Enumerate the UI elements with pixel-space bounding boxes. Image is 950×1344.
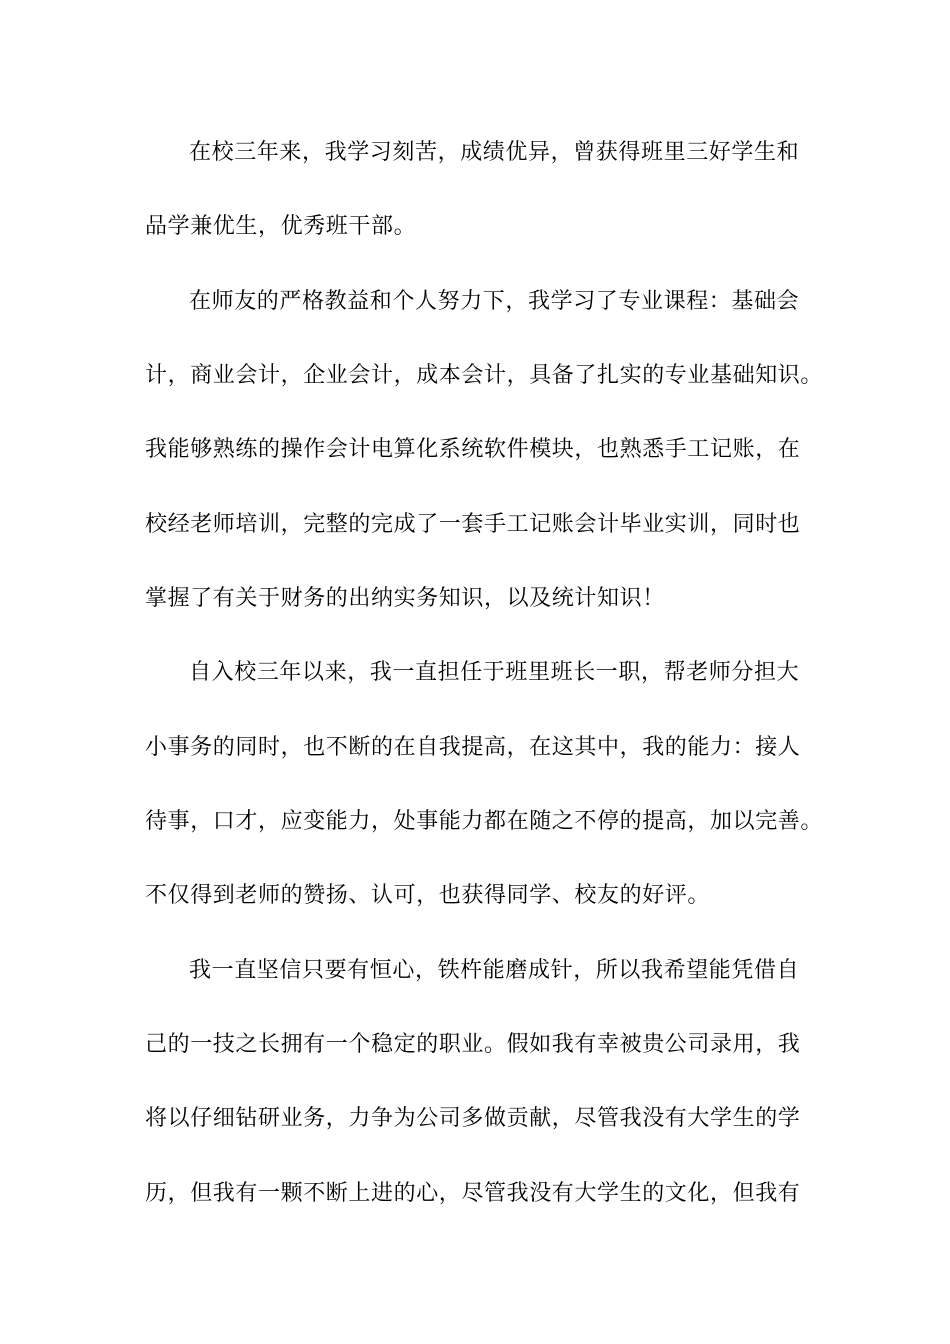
paragraph-3-line-3: 待事，口才，应变能力，处事能力都在随之不停的提高，加以完善。 <box>145 809 824 834</box>
paragraph-2-line-3: 我能够熟练的操作会计电算化系统软件模块，也熟悉手工记账，在 <box>145 437 801 462</box>
paragraph-4-line-3: 将以仔细钻研业务，力争为公司多做贡献，尽管我没有大学生的学 <box>145 1106 801 1131</box>
paragraph-2-line-2: 计，商业会计，企业会计，成本会计，具备了扎实的专业基础知识。 <box>145 363 824 388</box>
paragraph-4-line-1: 我一直坚信只要有恒心，铁杵能磨成针，所以我希望能凭借自 <box>189 958 800 983</box>
paragraph-4-line-2: 己的一技之长拥有一个稳定的职业。假如我有幸被贵公司录用，我 <box>145 1032 801 1057</box>
paragraph-2-line-4: 校经老师培训，完整的完成了一套手工记账会计毕业实训，同时也 <box>145 512 801 537</box>
paragraph-2-line-1: 在师友的严格教益和个人努力下，我学习了专业课程：基础会 <box>189 289 800 314</box>
paragraph-3-line-4: 不仅得到老师的赞扬、认可，也获得同学、校友的好评。 <box>145 883 711 908</box>
paragraph-1-line-1: 在校三年来，我学习刻苦，成绩优异，曾获得班里三好学生和 <box>189 140 800 165</box>
paragraph-4-line-4: 历，但我有一颗不断上进的心，尽管我没有大学生的文化，但我有 <box>145 1181 801 1206</box>
paragraph-3-line-2: 小事务的同时，也不断的在自我提高，在这其中，我的能力：接人 <box>145 735 801 760</box>
paragraph-1-line-2: 品学兼优生，优秀班干部。 <box>145 214 417 239</box>
paragraph-3-line-1: 自入校三年以来，我一直担任于班里班长一职，帮老师分担大 <box>189 660 800 685</box>
paragraph-2-line-5: 掌握了有关于财务的出纳实务知识，以及统计知识！ <box>145 586 665 611</box>
